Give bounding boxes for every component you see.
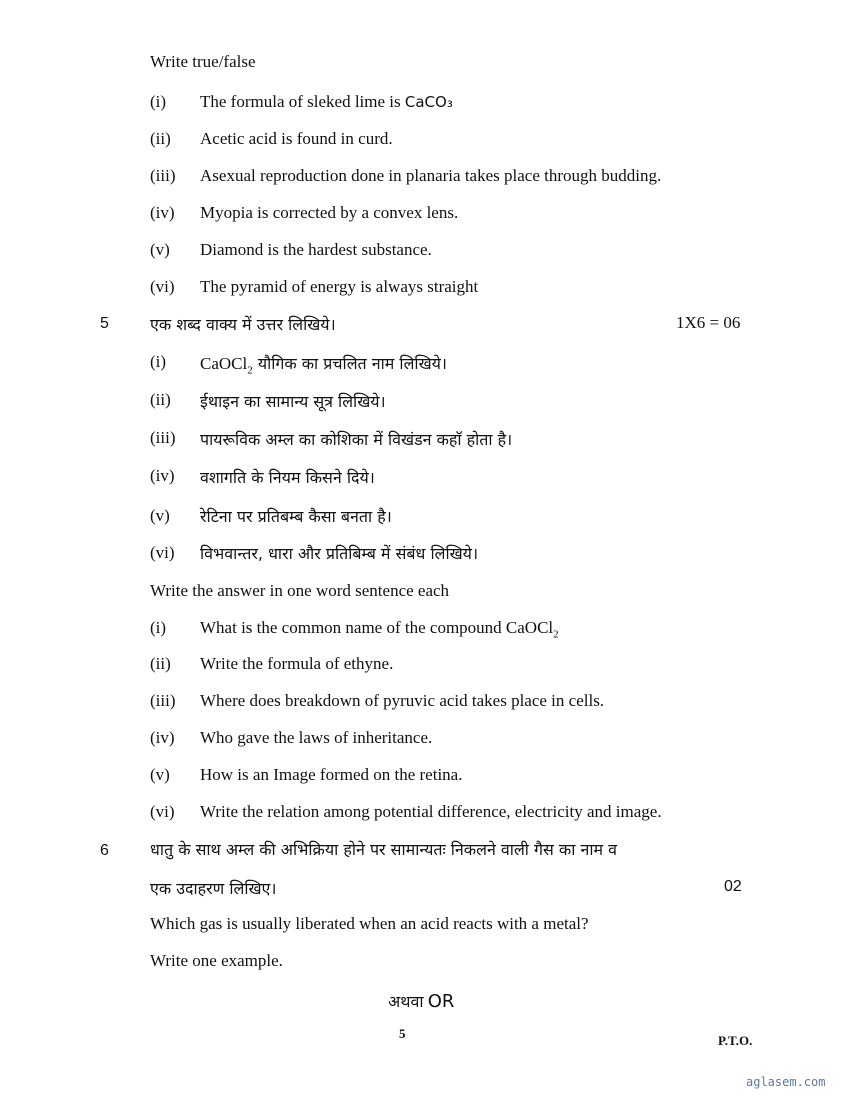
q5-hindi-heading: एक शब्द वाक्य में उत्तर लिखिये। [150, 315, 336, 334]
tf-item-text: The pyramid of energy is always straight [200, 277, 479, 296]
english-item-number: (i) [150, 618, 167, 637]
tf-item-number: (v) [150, 240, 170, 259]
tf-item-number: (i) [150, 92, 167, 111]
hindi-item-number: (iv) [150, 466, 175, 485]
q6-english-line: Which gas is usually liberated when an acid reacts with a metal? [150, 914, 589, 933]
tf-item-text: Diamond is the hardest substance. [200, 240, 432, 259]
or-divider [388, 990, 454, 1012]
q6-hindi-line: धातु के साथ अम्ल की अभिक्रिया होने पर सामान्यतः निकलने वाली गैस का नाम व [150, 840, 618, 859]
hindi-item-number: (vi) [150, 543, 175, 562]
english-item-text: How is an Image formed on the retina. [200, 765, 463, 784]
hindi-item-text: वशागति के नियम किसने दिये। [200, 468, 375, 487]
formula: CaCO₃ [404, 93, 453, 111]
tf-item-number: (iv) [150, 203, 175, 222]
hindi-item-text: रेटिना पर प्रतिबम्ब कैसा बनता है। [200, 507, 392, 526]
q6-english-line: Write one example. [150, 951, 283, 970]
hindi-item-number: (v) [150, 506, 170, 525]
tf-item-text: Asexual reproduction done in planaria takes place through budding. [200, 166, 662, 185]
true-false-heading: Write true/false [150, 52, 256, 71]
english-item-text: Write the relation among potential difference, electricity and image. [200, 802, 662, 821]
english-item-number: (v) [150, 765, 170, 784]
tf-item-text: Acetic acid is found in curd. [200, 129, 393, 148]
english-item-number: (vi) [150, 802, 175, 821]
english-item-number: (ii) [150, 654, 171, 673]
english-item-text: What is the common name of the compound CaOCl$_2$ [200, 618, 559, 641]
tf-item-text: The formula of sleked lime is CaCO₃ [200, 92, 453, 111]
hindi-item-text: CaOCl$_2$ यौगिक का प्रचलित नाम लिखिये। [200, 354, 447, 377]
question-number: 5 [100, 315, 109, 332]
q5-english-heading: Write the answer in one word sentence each [150, 581, 450, 600]
hindi-item-number: (i) [150, 352, 167, 371]
watermark: aglasem.com [746, 1075, 826, 1089]
tf-item-number: (vi) [150, 277, 175, 296]
hindi-item-text: पायरूविक अम्ल का कोशिका में विखंडन कहाॅ होता है। [200, 430, 513, 449]
q6-marks: 02 [724, 878, 742, 895]
english-item-text: Where does breakdown of pyruvic acid takes place in cells. [200, 691, 605, 710]
tf-item-number: (iii) [150, 166, 176, 185]
or-english: OR [427, 991, 455, 1012]
english-item-text: Who gave the laws of inheritance. [200, 728, 433, 747]
pto-label: P.T.O. [718, 1033, 753, 1048]
tf-item-text: Myopia is corrected by a convex lens. [200, 203, 459, 222]
q5-marks: 1X6 = 06 [676, 313, 741, 332]
or-hindi: अथवा [388, 992, 424, 1011]
question-number: 6 [100, 842, 109, 859]
english-item-number: (iv) [150, 728, 175, 747]
tf-item-number: (ii) [150, 129, 171, 148]
english-item-number: (iii) [150, 691, 176, 710]
english-item-text: Write the formula of ethyne. [200, 654, 394, 673]
hindi-item-number: (ii) [150, 390, 171, 409]
hindi-item-text: विभवान्तर, धारा और प्रतिबिम्ब में संबंध लिखिये। [200, 544, 479, 563]
page-number: 5 [399, 1026, 406, 1041]
hindi-item-text: ईथाइन का सामान्य सूत्र लिखिये। [200, 392, 386, 411]
hindi-item-number: (iii) [150, 428, 176, 447]
q6-hindi-line: एक उदाहरण लिखिए। [150, 879, 277, 898]
